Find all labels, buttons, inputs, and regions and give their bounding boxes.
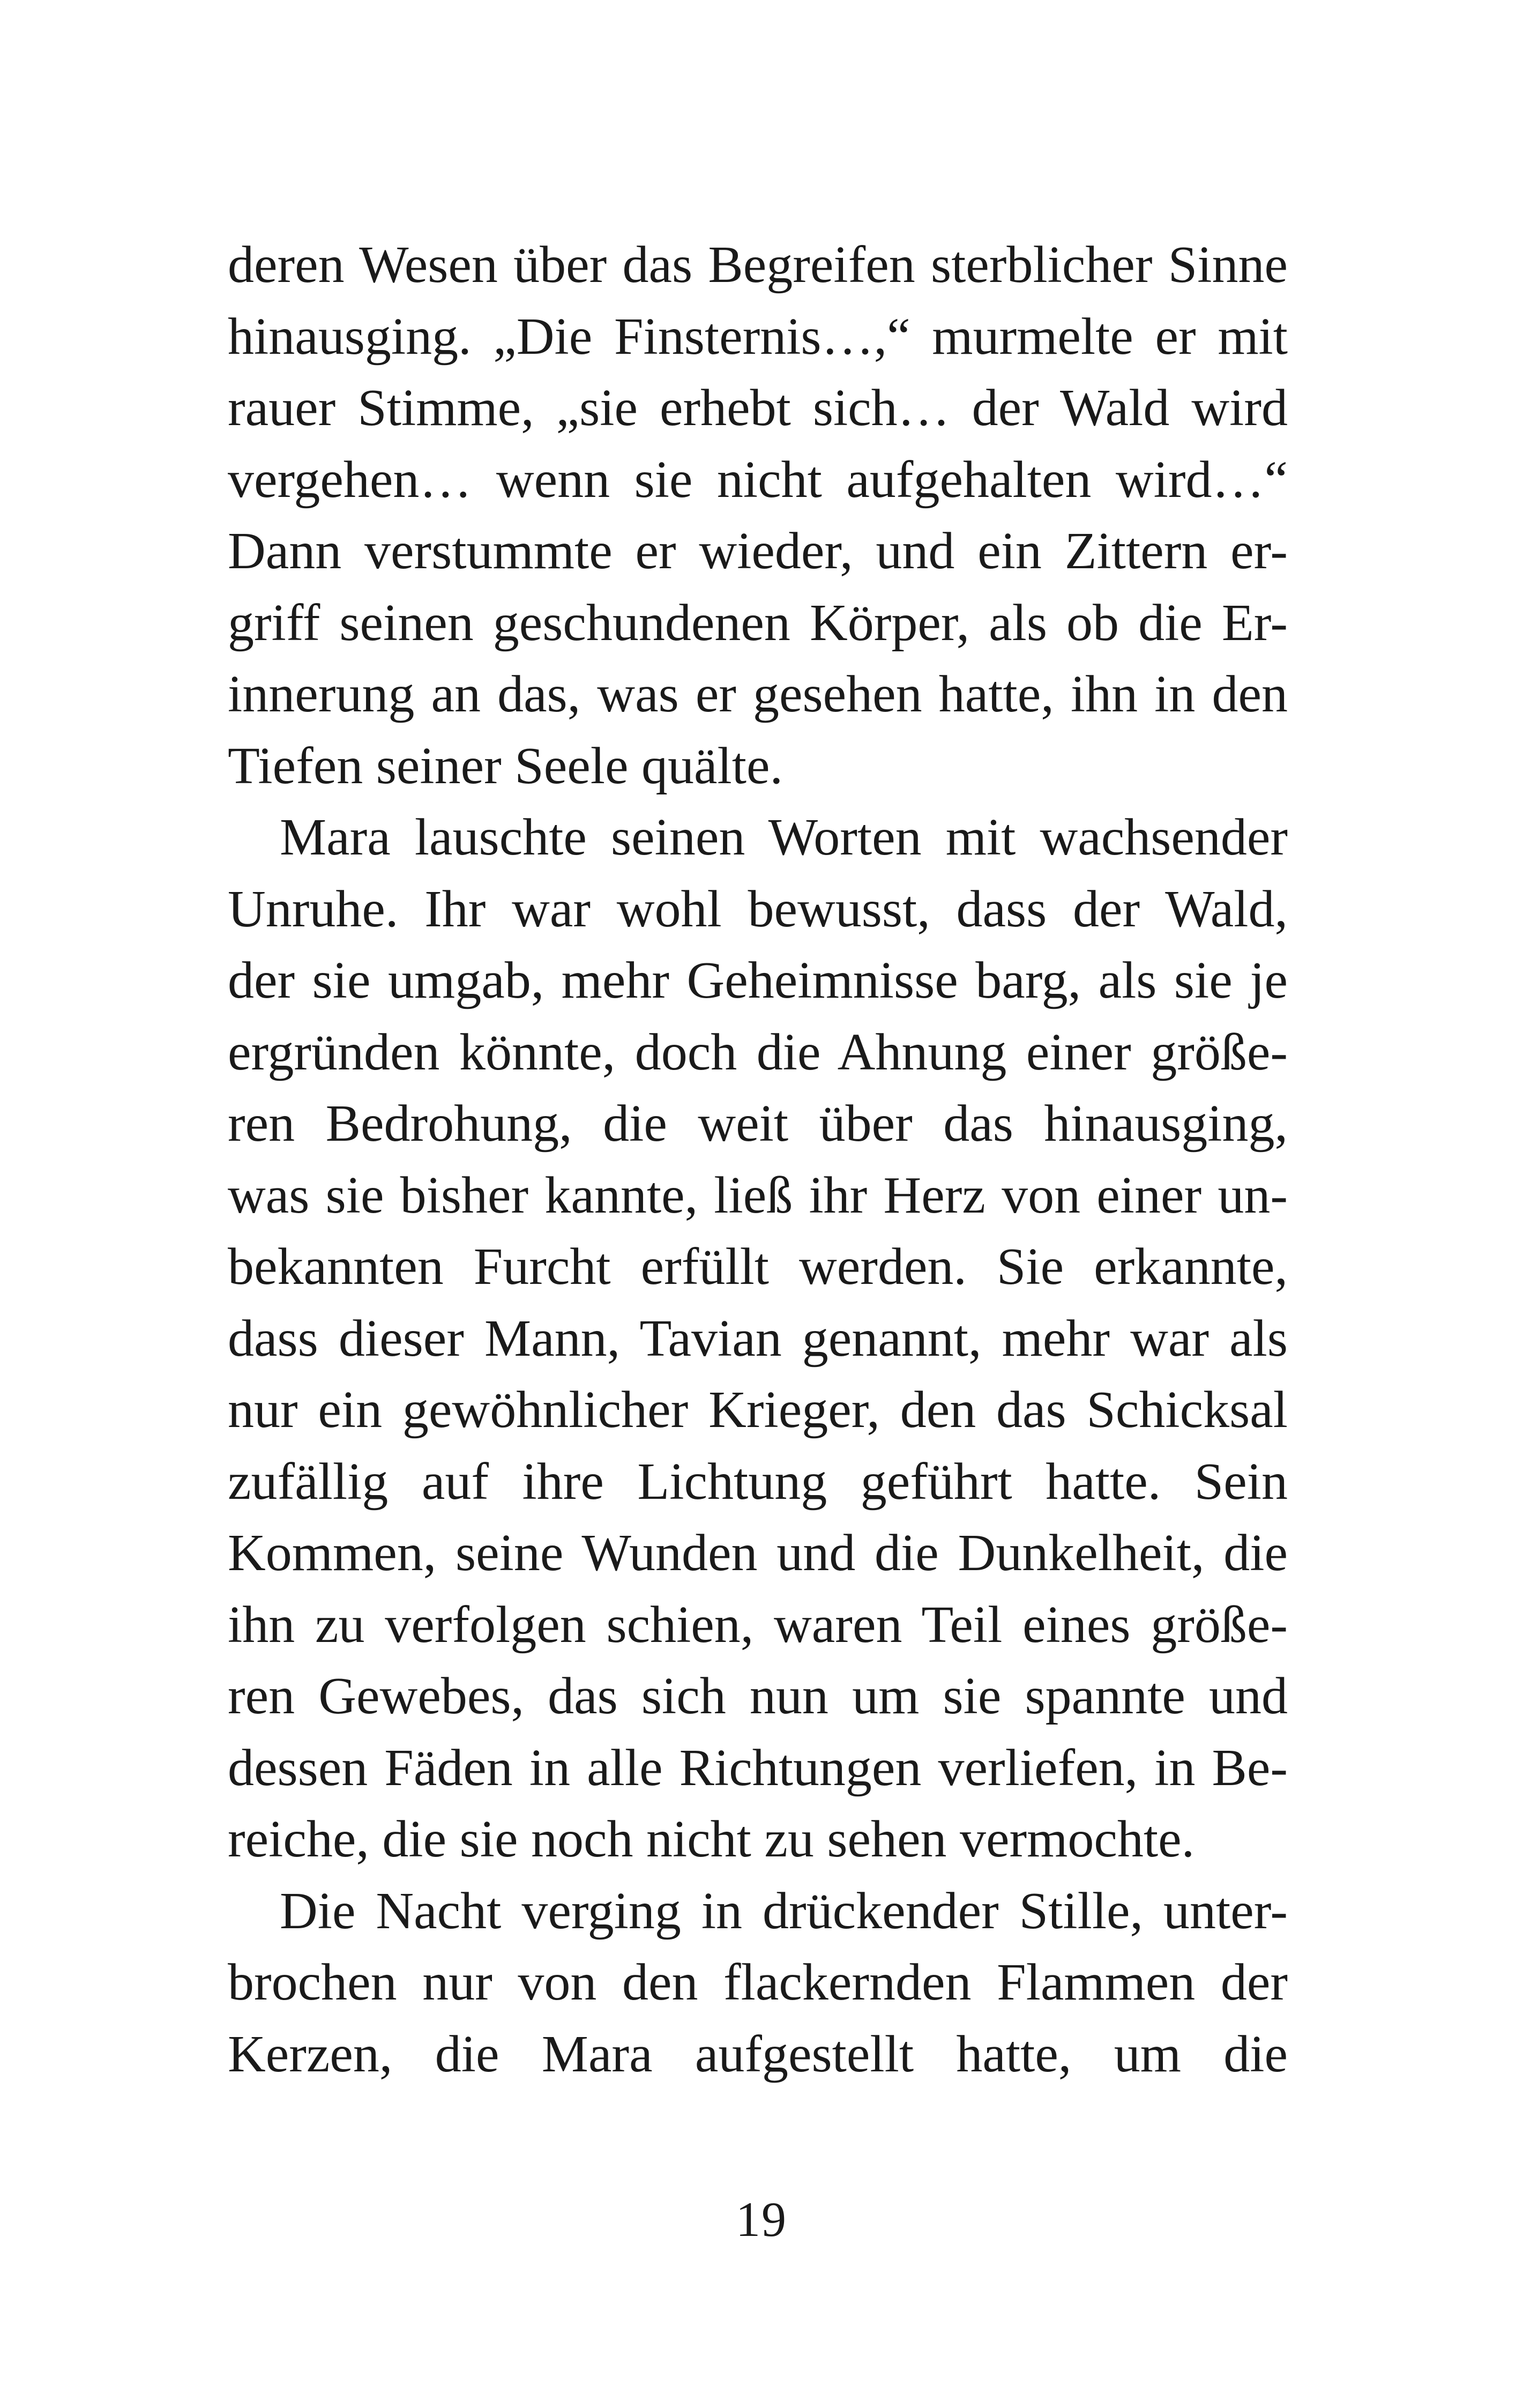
text-line: ren Bedrohung, die weit über das hinausging, xyxy=(228,1095,1288,1153)
page-number: 19 xyxy=(736,2192,787,2247)
text-line: bekannten Furcht erfüllt werden. Sie erkannte, xyxy=(228,1238,1288,1296)
text-line: Kommen, seine Wunden und die Dunkelheit, die xyxy=(228,1524,1288,1582)
text-line: Die Nacht verging in drückender Stille, unter- xyxy=(280,1882,1288,1940)
text-line: ren Gewebes, das sich nun um sie spannte und xyxy=(228,1667,1288,1725)
paragraph xyxy=(228,1876,1288,2091)
paragraph xyxy=(228,802,1288,1876)
text-line: griff seinen geschundenen Körper, als ob die Er- xyxy=(228,593,1288,652)
text-line: vergehen… wenn sie nicht aufgehalten wird…“ xyxy=(228,450,1288,509)
text-line: dessen Fäden in alle Richtungen verliefen, in Be- xyxy=(228,1738,1288,1797)
text-line: rauer Stimme, „sie erhebt sich… der Wald wird xyxy=(228,379,1288,437)
text-line: Tiefen seiner Seele quälte. xyxy=(228,737,783,795)
text-line: nur ein gewöhnlicher Krieger, den das Schicksal xyxy=(228,1381,1288,1439)
text-line: deren Wesen über das Begreifen sterblicher Sinne xyxy=(228,236,1288,294)
text-line: ergründen könnte, doch die Ahnung einer größe- xyxy=(228,1023,1288,1081)
text-line: zufällig auf ihre Lichtung geführt hatte. Sein xyxy=(228,1452,1288,1511)
paragraph xyxy=(228,229,1288,802)
text-line: hinausging. „Die Finsternis…,“ murmelte er mit xyxy=(228,307,1288,366)
text-line: innerung an das, was er gesehen hatte, ihn in den xyxy=(228,665,1288,723)
text-line: Dann verstummte er wieder, und ein Zittern er- xyxy=(228,522,1288,580)
text-line: Unruhe. Ihr war wohl bewusst, dass der Wald, xyxy=(228,880,1288,938)
text-line: brochen nur von den flackernden Flammen der xyxy=(228,1953,1288,2011)
text-line: Kerzen, die Mara aufgestellt hatte, um die xyxy=(228,2025,1288,2083)
text-line: reiche, die sie noch nicht zu sehen vermochte. xyxy=(228,1810,1195,1868)
text-line: was sie bisher kannte, ließ ihr Herz von einer un- xyxy=(228,1166,1288,1224)
body-text xyxy=(228,229,1288,2090)
text-line: Mara lauschte seinen Worten mit wachsender xyxy=(280,808,1288,866)
text-line: dass dieser Mann, Tavian genannt, mehr war als xyxy=(228,1309,1288,1367)
text-line: ihn zu verfolgen schien, waren Teil eines größe- xyxy=(228,1595,1288,1654)
text-line: der sie umgab, mehr Geheimnisse barg, als sie je xyxy=(228,952,1288,1009)
